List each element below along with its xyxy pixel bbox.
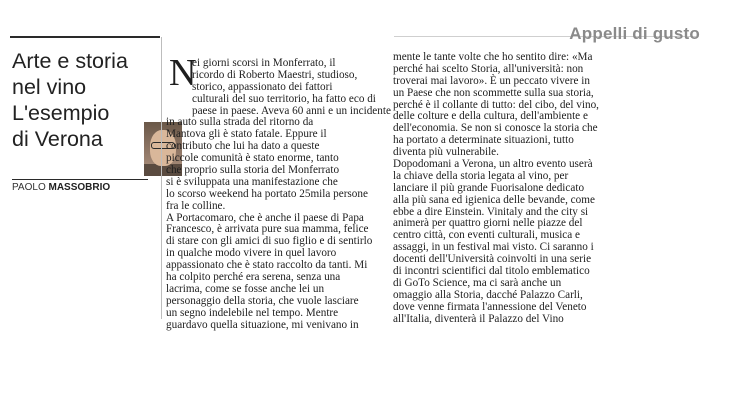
body-line: omaggio alla Storia, dacché Palazzo Carli, xyxy=(393,288,583,301)
body-line: paese in paese. Aveva 60 anni e un incidente xyxy=(192,104,391,117)
body-line: ei giorni scorsi in Monferrato, il xyxy=(192,57,336,69)
body-line: che proprio sulla storia del Monferrato xyxy=(166,164,340,177)
column-divider xyxy=(161,37,162,319)
author-rule xyxy=(12,179,148,180)
body-line: lanciare il più grande Fuorisalone dedicato xyxy=(393,181,585,194)
body-line: ebbe a dire Einstein. Vinitaly and the city si xyxy=(393,205,589,218)
body-line: culturali del suo territorio, ha fatto eco di xyxy=(192,92,376,105)
body-line: ricordo di Roberto Maestri, studioso, xyxy=(192,68,358,81)
body-line: Francesco, è arrivata pure sua mamma, felice xyxy=(166,223,369,236)
author-first-name: PAOLO xyxy=(12,182,46,193)
headline-line: nel vino xyxy=(12,75,87,99)
body-line: dove venne firmata l'annessione del Veneto xyxy=(393,300,587,313)
body-line: contributo che lui ha dato a queste xyxy=(166,140,320,153)
headline xyxy=(12,48,160,152)
body-line: docenti dell'Università coinvolti in una serie xyxy=(393,253,592,266)
body-line: in auto sulla strada del ritorno da xyxy=(166,116,314,129)
body-line: un segno indelebile nel tempo. Mentre xyxy=(166,306,339,319)
body-line: appassionato che è stato raccolto da tanti. Mi xyxy=(166,259,368,272)
body-line: mente le tante volte che ho sentito dire: «Ma xyxy=(393,51,593,63)
headline-line: L'esempio xyxy=(12,101,110,125)
body-line: perché hai scelto Storia, all'università: non xyxy=(393,62,584,75)
body-line: ha colpito perché era serena, senza una xyxy=(166,271,341,284)
body-line: troverai mai lavoro». È un peccato vivere in xyxy=(393,74,590,87)
body-column-1 xyxy=(166,57,391,331)
author-last-name: MASSOBRIO xyxy=(48,182,111,193)
body-line: guardavo quella situazione, mi venivano in xyxy=(166,318,359,331)
top-rule xyxy=(10,36,160,38)
body-line: in qualche modo vivere in quel lavoro xyxy=(166,247,337,260)
body-column-2 xyxy=(393,52,611,325)
body-line: di incontri scientifici dal titolo emblematico xyxy=(393,265,590,278)
body-line: Mantova gli è stato fatale. Eppure il xyxy=(166,128,327,141)
body-line: animerà per quattro giorni nelle piazze del xyxy=(393,217,583,230)
body-line: storico, appassionato dei fattori xyxy=(192,80,333,93)
body-line: personaggio della storia, che vuole lasciare xyxy=(166,294,359,307)
body-line: fra le colline. xyxy=(166,199,226,212)
body-line: delle colture e della cultura, dell'ambiente e xyxy=(393,110,588,123)
body-line: la chiave della storia legata al vino, per xyxy=(393,169,569,182)
body-line: di stare con gli amici di suo figlio e di sentirlo xyxy=(166,235,373,248)
body-line: all'Italia, diventerà il Palazzo del Vino xyxy=(393,312,564,325)
section-label: Appelli di gusto xyxy=(569,24,700,43)
body-line: centro città, con eventi culturali, musica e xyxy=(393,229,581,242)
body-line: A Portacomaro, che è anche il paese di Papa xyxy=(166,211,364,224)
author-byline xyxy=(12,182,110,193)
body-line: diventa più vulnerabile. xyxy=(393,146,499,159)
body-line: lacrima, come se fosse anche lei un xyxy=(166,282,325,295)
body-line: Dopodomani a Verona, un altro evento userà xyxy=(393,158,593,171)
drop-cap: N xyxy=(169,52,197,94)
body-line: lo scorso weekend ha portato 25mila persone xyxy=(166,187,368,200)
body-line: assaggi, in un festival mai visto. Ci saranno i xyxy=(393,241,594,254)
body-line: piccole comunità è stato enorme, tanto xyxy=(166,152,339,165)
body-line: perché è il collante di tutto: del cibo, del vino, xyxy=(393,98,599,111)
body-line: ha portato a determinate situazioni, tutto xyxy=(393,134,574,147)
body-line: alla più sana ed igienica delle bevande, come xyxy=(393,193,595,206)
body-line: si è sviluppata una manifestazione che xyxy=(166,175,338,188)
headline-line: di Verona xyxy=(12,127,103,151)
body-line: di GoTo Science, ma ci sarà anche un xyxy=(393,276,562,289)
body-line: un Paese che non scommette sulla sua storia, xyxy=(393,86,594,99)
body-line: dell'economia. Se non si conosce la storia che xyxy=(393,122,598,135)
headline-line: Arte e storia xyxy=(12,49,128,73)
